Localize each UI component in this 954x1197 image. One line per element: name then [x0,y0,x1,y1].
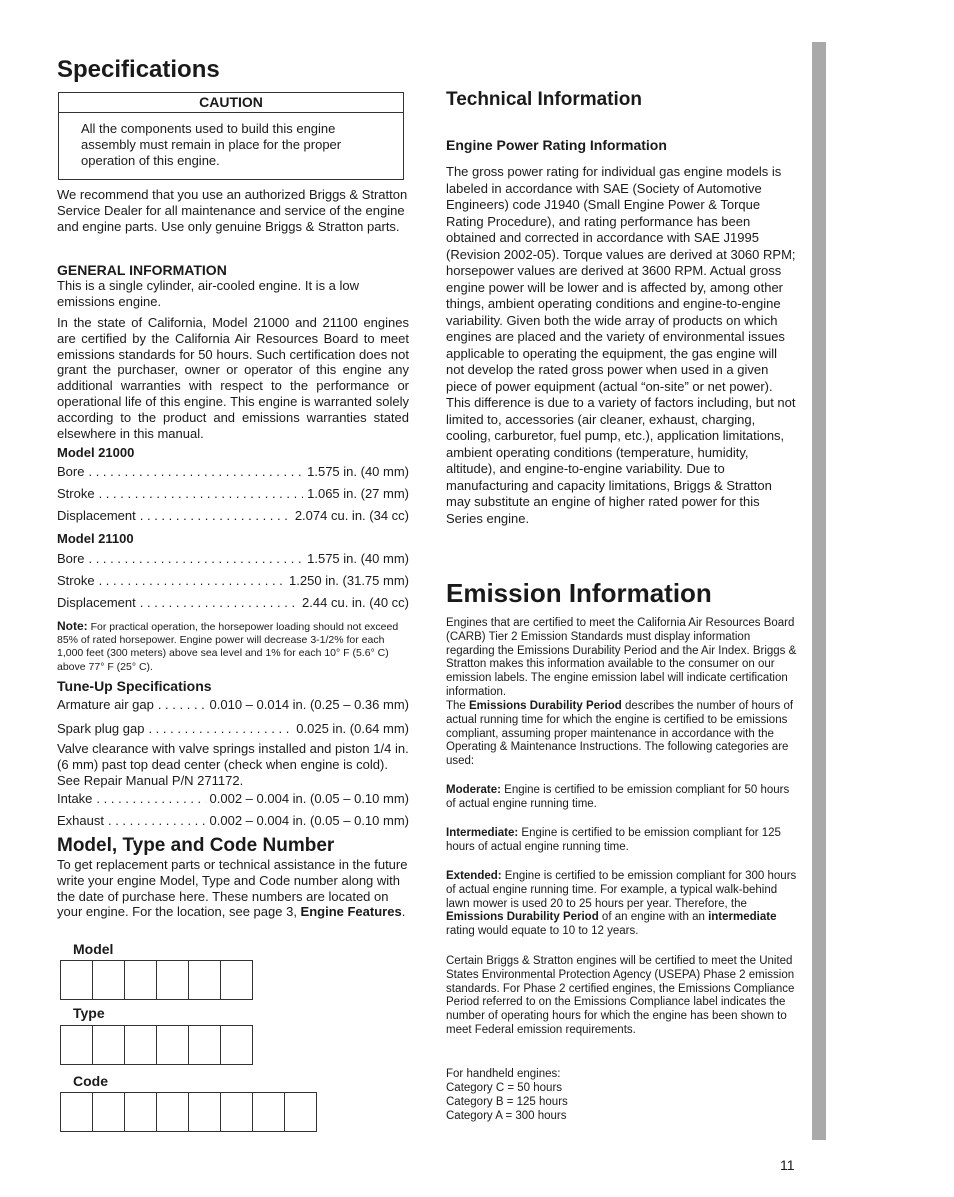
model-type-code-heading: Model, Type and Code Number [57,835,335,856]
general-info-p2: In the state of California, Model 21000 and 21100 engines are certified by the California Air Resources Board to meet emissions standards for 50 hours. Such certification does not grant the purchaser, owner or operator of this engine any additional warranties with respect to the performance or operational life of this engine. This engine is warranted solely according to the product and emissions warranties stated elsewhere in this manual. [57,315,409,441]
extended-paragraph: Extended: Engine is certified to be emission compliant for 300 hours of actual engine running time. For example, a typical walk-behind lawn mower is used 20 to 25 hours per year. Therefore, the Emissions Durability Period of an engine with an intermediate rating would equate to 10 to 12 years. [446,870,797,938]
spec-row-bore-21100: Bore . . . 1.575 in. (40 mm) [57,551,409,566]
spec-row-intake: Intake . . . 0.002 – 0.004 in. (0.05 – 0.10 mm) [57,791,409,806]
type-label: Type [73,1005,105,1021]
spec-row-air-gap: Armature air gap . . . 0.010 – 0.014 in. (0.25 – 0.36 mm) [57,697,409,712]
page-title: Specifications [57,56,220,83]
spec-row-stroke-21100: Stroke . . . 1.250 in. (31.75 mm) [57,573,409,588]
tuneup-heading: Tune-Up Specifications [57,678,212,694]
category-c: Category C = 50 hours [446,1082,563,1094]
power-rating-text: The gross power rating for individual gas engine models is labeled in accordance with SAE (Society of Automotive Engineers) code J1940 (Small Engine Power & Torque Rating Procedure), and rating performance has been obtained and corrected in accordance with SAE J1995 (Revision 2002-05). Torque values are derived at 3060 RPM; horsepower values are derived at 3600 RPM. Actual gross engine power will be lower and is affected by, among other things, ambient operating conditions and engine-to-engine variability. Given both the wide array of products on which engines are placed and the variety of environmental issues applicable to operating the equipment, the gas engine will not develop the rated gross power when used in a given piece of power equipment (actual “on-site” or net power). This difference is due to a variety of factors including, but not limited to, accessories (air cleaner, exhaust, charging, cooling, carburetor, fuel pump, etc.), application limitations, ambient operating conditions (temperature, humidity, altitude), and engine-to-engine variability. Due to manufacturing and capacity limitations, Briggs & Stratton may substitute an engine of higher rated power for this Series engine. [446,164,796,526]
model-label: Model [73,941,114,957]
model-21100-heading: Model 21100 [57,531,134,546]
spec-row-stroke-21000: Stroke . . . 1.065 in. (27 mm) [57,486,409,501]
spec-row-exhaust: Exhaust . . . 0.002 – 0.004 in. (0.05 – 0.10 mm) [57,813,409,828]
moderate-paragraph: Moderate: Engine is certified to be emission compliant for 50 hours of actual engine running time. [446,784,790,810]
caution-heading: CAUTION [59,93,403,113]
note-label: Note: [57,619,88,633]
epa-paragraph: Certain Briggs & Stratton engines will be certified to meet the United States Environmental Protection Agency (USEPA) Phase 2 emission standards. For Phase 2 certified engines, the Emissions Compliance Period referred to on the Emissions Compliance label indicates the number of operating hours for which the engine has been shown to meet Federal emission requirements. [446,955,795,1036]
recommend-paragraph: We recommend that you use an authorized Briggs & Stratton Service Dealer for all maintenance and service of the engine and engine parts. Use only genuine Briggs & Stratton parts. [57,187,408,234]
note-paragraph [57,620,409,674]
handheld-intro: For handheld engines: [446,1068,561,1080]
model-21000-heading: Model 21000 [57,445,135,460]
spec-row-spark-gap: Spark plug gap . . . 0.025 in. (0.64 mm) [57,721,409,736]
general-info-heading: GENERAL INFORMATION [57,262,227,278]
side-bar [812,42,826,1140]
model-entry-boxes[interactable] [60,960,253,1000]
valve-clearance-text: Valve clearance with valve springs installed and piston 1/4 in. (6 mm) past top dead center (check when engine is cold). See Repair Manual P/N 271172. [57,741,409,788]
intermediate-paragraph: Intermediate: Engine is certified to be emission compliant for 125 hours of actual engine running time. [446,827,781,853]
type-entry-boxes[interactable] [60,1025,253,1065]
emission-p1: Engines that are certified to meet the California Air Resources Board (CARB) Tier 2 Emission Standards must display information regarding the Emissions Durability Period and the Air Index. Briggs & Stratton makes this information available to the consumer on our emission labels. The engine emission label will indicate certification information. [446,617,797,698]
power-rating-heading: Engine Power Rating Information [446,137,667,153]
category-b: Category B = 125 hours [446,1096,568,1108]
page-number: 11 [780,1157,795,1173]
code-entry-boxes[interactable] [60,1092,317,1132]
spec-row-displacement-21100: Displacement . . . 2.44 cu. in. (40 cc) [57,595,409,610]
technical-info-heading: Technical Information [446,89,643,110]
caution-box [58,92,404,180]
category-a: Category A = 300 hours [446,1110,567,1122]
edp-paragraph: The Emissions Durability Period describes the number of hours of actual running time for which the engine is certified to be emissions compliant, assuming proper maintenance in accordance with the Operating & Maintenance Instructions. The following categories are used: [446,700,794,768]
caution-text: All the components used to build this engine assembly must remain in place for the proper operation of this engine. [81,121,342,168]
code-label: Code [73,1073,108,1089]
model-type-code-text: To get replacement parts or technical assistance in the future write your engine Model, Type and Code number along with the date of purchase here. These numbers are located on your engine. For the location, see page 3, Engine Features. [57,857,408,920]
spec-row-displacement-21000: Displacement . . . 2.074 cu. in. (34 cc) [57,508,409,523]
general-info-p1: This is a single cylinder, air-cooled engine. It is a low emissions engine. [57,278,360,309]
note-text: For practical operation, the horsepower loading should not exceed 85% of rated horsepower. Engine power will decrease 3-1/2% for each 1,000 feet (300 meters) above sea level and 1% for each 10° F (5.6° C) above 77° F (25° C). [57,621,399,673]
emission-title: Emission Information [446,578,712,608]
spec-row-bore-21000: Bore . . . 1.575 in. (40 mm) [57,464,409,479]
